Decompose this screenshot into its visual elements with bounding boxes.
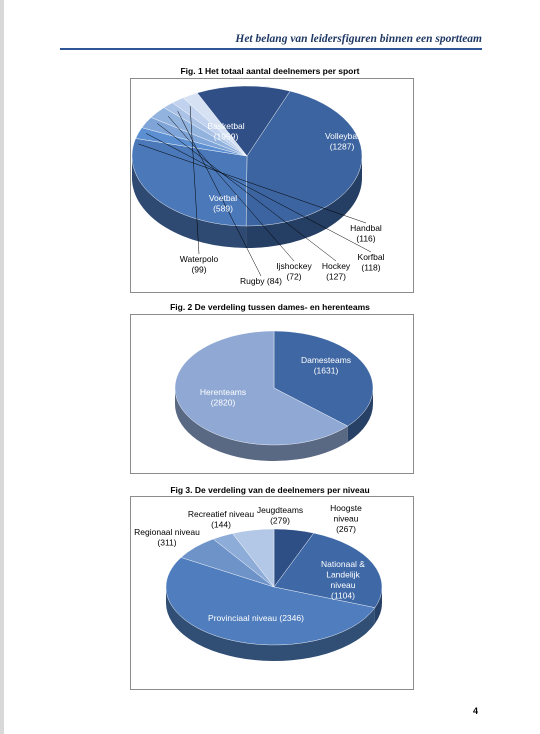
pie-label-jeugdteams: Jeugdteams (279): [256, 505, 304, 526]
pie-label-voetbal: Voetbal (589): [208, 193, 238, 214]
figure-3-pie: [131, 497, 413, 689]
figure-3-caption: Fig 3. De verdeling van de deelnemers per niveau: [170, 485, 370, 495]
figure-2-chart: [130, 314, 414, 474]
figure-1-caption: Fig. 1 Het totaal aantal deelnemers per sport: [180, 66, 360, 76]
figure-1-pie: [131, 79, 413, 292]
figure-1-chart: [130, 78, 414, 293]
pie-label-recreatief-niveau: Recreatief niveau (144): [187, 509, 255, 530]
page-header: [60, 30, 482, 50]
figure-2-pie: [131, 315, 413, 473]
header-title: Het belang van leidersfiguren binnen een sportteam: [235, 33, 482, 45]
pie-slices: [132, 86, 362, 248]
pie-label-basketbal: Basketbal (1959): [207, 121, 245, 142]
header-rule: [60, 48, 482, 50]
pie-label-provinciaal-niveau: Provinciaal niveau (2346): [208, 613, 304, 623]
pie-label-rugby: Rugby (84): [239, 276, 283, 286]
page-edge: [0, 0, 4, 734]
pie-label-hoogste-niveau: Hoogste niveau (267): [330, 503, 362, 534]
figure-2-caption: Fig. 2 De verdeling tussen dames- en herenteams: [170, 302, 370, 312]
pie-label-ijshockey: Ijshockey (72): [276, 261, 312, 282]
pie-label-waterpolo: Waterpolo (99): [179, 254, 219, 275]
pie-label-korfbal: Korfbal (118): [357, 252, 385, 273]
pie-label-herenteams: Herenteams (2820): [199, 387, 247, 408]
pie-label-regionaal-niveau: Regionaal niveau (311): [134, 527, 200, 548]
figure-3-chart: [130, 496, 414, 690]
pie-label-hockey: Hockey (127): [321, 261, 351, 282]
page-number: 4: [472, 706, 478, 716]
pie-label-nationaal-landelijk-niveau: Nationaal & Landelijk niveau (1104): [321, 559, 365, 601]
pie-label-damesteams: Damesteams (1631): [300, 355, 352, 376]
pie-label-handbal: Handbal (116): [350, 223, 382, 244]
pie-label-volleybal: Volleybal (1287): [324, 131, 360, 152]
